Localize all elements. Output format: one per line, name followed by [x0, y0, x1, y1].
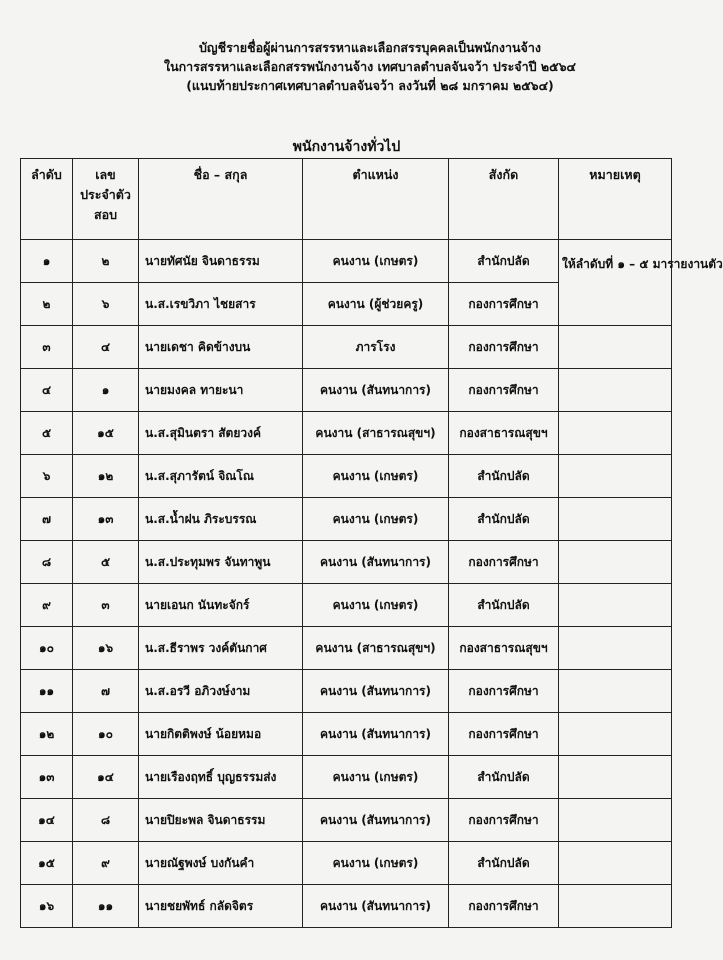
row-remark — [559, 627, 672, 670]
row-position: คนงาน (สันทนาการ) — [303, 541, 449, 584]
row-position: คนงาน (สันทนาการ) — [303, 885, 449, 928]
row-exam-no: ๘ — [73, 799, 139, 842]
row-name: นายเดชา คิดข้างบน — [139, 326, 303, 369]
row-order: ๔ — [21, 369, 73, 412]
row-position: คนงาน (สันทนาการ) — [303, 670, 449, 713]
row-order: ๒ — [21, 283, 73, 326]
table-header-row — [21, 159, 672, 240]
row-order: ๑ — [21, 240, 73, 283]
table-row — [21, 842, 672, 885]
row-dept: กองการศึกษา — [449, 799, 559, 842]
row-position: คนงาน (เกษตร) — [303, 584, 449, 627]
row-name: น.ส.เรขวิภา ไชยสาร — [139, 283, 303, 326]
row-position: คนงาน (สาธารณสุขฯ) — [303, 412, 449, 455]
row-dept: กองการศึกษา — [449, 326, 559, 369]
row-remark — [559, 842, 672, 885]
row-exam-no: ๖ — [73, 283, 139, 326]
row-order: ๓ — [21, 326, 73, 369]
row-dept: กองการศึกษา — [449, 283, 559, 326]
row-name: น.ส.สุมินตรา สัตยวงค์ — [139, 412, 303, 455]
row-exam-no: ๓ — [73, 584, 139, 627]
row-position: คนงาน (เกษตร) — [303, 842, 449, 885]
table-row — [21, 326, 672, 369]
row-order: ๑๑ — [21, 670, 73, 713]
row-remark — [559, 584, 672, 627]
row-position: คนงาน (สันทนาการ) — [303, 369, 449, 412]
row-order: ๙ — [21, 584, 73, 627]
row-name: นายเอนก นันทะจักร์ — [139, 584, 303, 627]
row-dept: กองการศึกษา — [449, 541, 559, 584]
row-name: นายชยพัทธ์ กลัดจิตร — [139, 885, 303, 928]
col-header-remark: หมายเหตุ — [559, 159, 672, 240]
row-exam-no: ๕ — [73, 541, 139, 584]
row-order: ๑๔ — [21, 799, 73, 842]
table-row — [21, 756, 672, 799]
row-remark — [559, 799, 672, 842]
row-position: คนงาน (ผู้ช่วยครู) — [303, 283, 449, 326]
row-name: นายปิยะพล จินดาธรรม — [139, 799, 303, 842]
row-dept: สำนักปลัด — [449, 455, 559, 498]
row-dept: สำนักปลัด — [449, 756, 559, 799]
table-row — [21, 541, 672, 584]
row-exam-no: ๔ — [73, 326, 139, 369]
row-remark — [559, 541, 672, 584]
row-exam-no: ๙ — [73, 842, 139, 885]
table-row — [21, 369, 672, 412]
col-header-order: ลำดับ — [21, 159, 73, 240]
table-row — [21, 584, 672, 627]
row-remark — [559, 369, 672, 412]
row-order: ๑๒ — [21, 713, 73, 756]
document-header — [60, 38, 680, 95]
row-order: ๕ — [21, 412, 73, 455]
row-remark — [559, 326, 672, 369]
table-row — [21, 240, 672, 283]
row-order: ๑๓ — [21, 756, 73, 799]
row-exam-no: ๑๓ — [73, 498, 139, 541]
row-exam-no: ๒ — [73, 240, 139, 283]
col-header-position: ตำแหน่ง — [303, 159, 449, 240]
row-exam-no: ๑๒ — [73, 455, 139, 498]
row-dept: กองการศึกษา — [449, 885, 559, 928]
row-dept: กองการศึกษา — [449, 713, 559, 756]
header-line-1: บัญชีรายชื่อผู้ผ่านการสรรหาและเลือกสรรบุคคลเป็นพนักงานจ้าง — [199, 40, 541, 55]
row-remark — [559, 756, 672, 799]
row-position: คนงาน (เกษตร) — [303, 756, 449, 799]
row-order: ๖ — [21, 455, 73, 498]
row-exam-no: ๑๕ — [73, 412, 139, 455]
row-order: ๑๖ — [21, 885, 73, 928]
row-dept: สำนักปลัด — [449, 584, 559, 627]
table-row — [21, 713, 672, 756]
row-remark — [559, 498, 672, 541]
row-name: น.ส.อรวี อภิวงษ์งาม — [139, 670, 303, 713]
row-dept: กองสาธารณสุขฯ — [449, 627, 559, 670]
row-name: น.ส.ธีราพร วงค์ตันกาศ — [139, 627, 303, 670]
row-position: คนงาน (สาธารณสุขฯ) — [303, 627, 449, 670]
table-subtitle: พนักงานจ้างทั่วไป — [292, 139, 401, 155]
row-order: ๘ — [21, 541, 73, 584]
row-exam-no: ๑๑ — [73, 885, 139, 928]
row-exam-no: ๗ — [73, 670, 139, 713]
row-dept: สำนักปลัด — [449, 842, 559, 885]
row-name: นายกิตติพงษ์ น้อยหมอ — [139, 713, 303, 756]
row-position: คนงาน (สันทนาการ) — [303, 799, 449, 842]
table-row — [21, 498, 672, 541]
row-remark — [559, 412, 672, 455]
table-row — [21, 412, 672, 455]
table-row — [21, 885, 672, 928]
table-row — [21, 627, 672, 670]
table-row — [21, 799, 672, 842]
row-remark — [559, 885, 672, 928]
col-header-name: ชื่อ – สกุล — [139, 159, 303, 240]
table-row — [21, 455, 672, 498]
row-order: ๑๐ — [21, 627, 73, 670]
row-remark — [559, 713, 672, 756]
row-order: ๑๕ — [21, 842, 73, 885]
row-remark — [559, 455, 672, 498]
row-name: นายเรืองฤทธิ์ บุญธรรมส่ง — [139, 756, 303, 799]
row-position: คนงาน (เกษตร) — [303, 498, 449, 541]
row-remark — [559, 670, 672, 713]
row-position: ภารโรง — [303, 326, 449, 369]
row-exam-no: ๑๖ — [73, 627, 139, 670]
row-name: น.ส.ประทุมพร จันทาพูน — [139, 541, 303, 584]
row-name: นายมงคล ทายะนา — [139, 369, 303, 412]
col-header-dept: สังกัด — [449, 159, 559, 240]
row-dept: กองการศึกษา — [449, 369, 559, 412]
row-position: คนงาน (เกษตร) — [303, 240, 449, 283]
table-body — [21, 240, 723, 928]
row-position: คนงาน (สันทนาการ) — [303, 713, 449, 756]
row-remark: ให้ลำดับที่ ๑ – ๕ มารายงานตัว — [559, 240, 672, 326]
col-header-exam-no: เลข ประจำตัว สอบ — [73, 159, 139, 240]
row-exam-no: ๑ — [73, 369, 139, 412]
row-dept: กองการศึกษา — [449, 670, 559, 713]
result-table — [20, 158, 723, 928]
row-name: นายทัศนัย จินดาธรรม — [139, 240, 303, 283]
row-dept: สำนักปลัด — [449, 498, 559, 541]
row-exam-no: ๑๐ — [73, 713, 139, 756]
row-name: น.ส.น้ำฝน ภิระบรรณ — [139, 498, 303, 541]
row-position: คนงาน (เกษตร) — [303, 455, 449, 498]
row-dept: กองสาธารณสุขฯ — [449, 412, 559, 455]
row-order: ๗ — [21, 498, 73, 541]
header-line-3: (แนบท้ายประกาศเทศบาลตำบลจันจว้า ลงวันที่ ๒๘ มกราคม ๒๕๖๔) — [186, 78, 554, 93]
row-dept: สำนักปลัด — [449, 240, 559, 283]
row-exam-no: ๑๔ — [73, 756, 139, 799]
row-name: น.ส.สุภารัตน์ จิณโณ — [139, 455, 303, 498]
header-line-2: ในการสรรหาและเลือกสรรพนักงานจ้าง เทศบาลตำบลจันจว้า ประจำปี ๒๕๖๔ — [163, 59, 577, 74]
table-row — [21, 670, 672, 713]
row-name: นายณัฐพงษ์ บงกันคำ — [139, 842, 303, 885]
